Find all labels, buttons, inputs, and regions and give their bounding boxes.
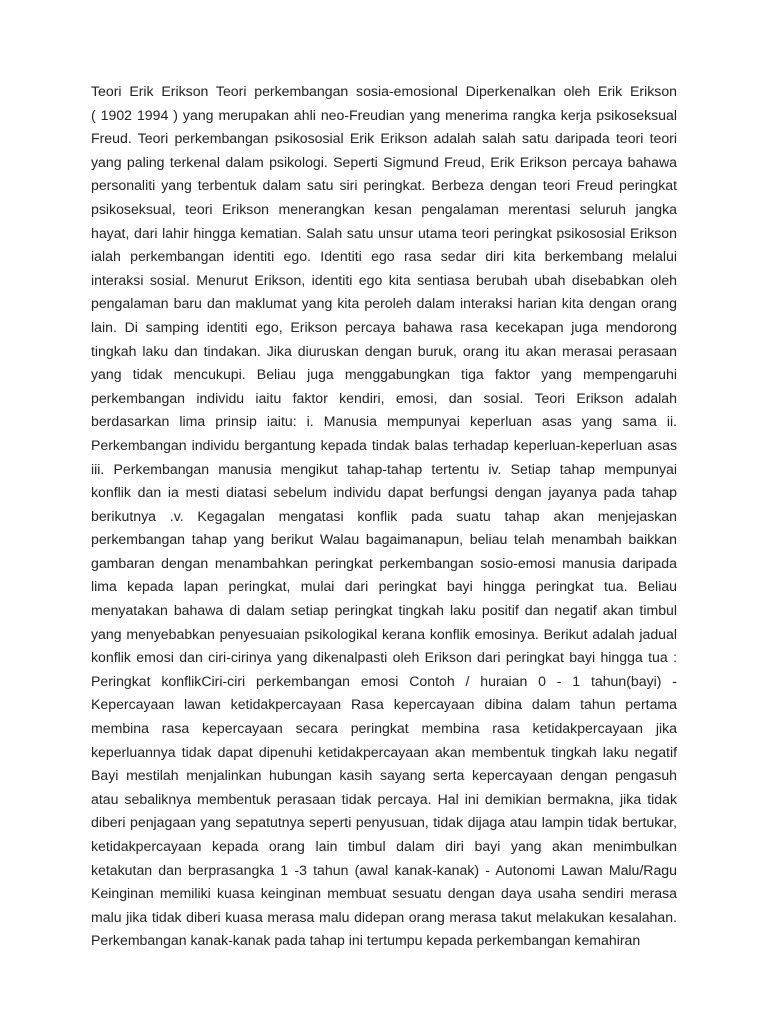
text-line: berdasarkan lima prinsip iaitu: i. Manusia mempunyai keperluan asas yang sama ii. (91, 413, 677, 430)
text-line: ketidakpercayaan kepada orang lain timbul dalam diri bayi yang akan menimbulkan (91, 838, 677, 854)
text-line: yang paling terkenal dalam psikologi. Seperti Sigmund Freud, Erik Erikson percaya bahawa (91, 153, 677, 170)
text-line: lima kepada lapan peringkat, mulai dari peringkat bayi hingga peringkat tua. Beliau (91, 578, 677, 595)
text-line: Kepercayaan lawan ketidakpercayaan Rasa kepercayaan dibina dalam tahun pertama (91, 696, 677, 713)
text-line: Peringkat konflikCiri-ciri perkembangan emosi Contoh / huraian 0 - 1 tahun(bayi) - (91, 672, 677, 689)
text-line: Perkembangan individu bergantung kepada tindak balas terhadap keperluan-keperluan asas (91, 436, 677, 453)
text-line: iii. Perkembangan manusia mengikut tahap-tahap tertentu iv. Setiap tahap mempunyai (91, 460, 677, 477)
text-line: yang tidak mencukupi. Beliau juga menggabungkan tiga faktor yang mempengaruhi (91, 366, 677, 383)
text-line: atau sebaliknya membentuk perasaan tidak percaya. Hal ini demikian bermakna, jika tidak (91, 790, 677, 807)
text-line: psikoseksual, teori Erikson menerangkan kesan pengalaman merentasi seluruh jangka (91, 200, 677, 217)
text-line: perkembangan tahap yang berikut Walau bagaimanapun, beliau telah menambah baikkan (91, 531, 677, 548)
body-paragraph (91, 80, 677, 953)
text-line: membina rasa kepercayaan secara peringkat membina rasa ketidakpercayaan jika (91, 720, 677, 737)
text-line: Freud. Teori perkembangan psikososial Erik Erikson adalah salah satu daripada teori teori (91, 130, 677, 147)
text-line: interaksi sosial. Menurut Erikson, identiti ego kita sentiasa berubah ubah disebabkan oleh (91, 271, 677, 288)
text-line: Bayi mestilah menjalinkan hubungan kasih sayang serta kepercayaan dengan pengasuh (91, 767, 677, 784)
text-line: tingkah laku dan tindakan. Jika diuruskan dengan buruk, orang itu akan merasai perasaan (91, 342, 677, 359)
text-line: keperluannya tidak dapat dipenuhi ketidakpercayaan akan membentuk tingkah laku negatif (91, 743, 677, 760)
text-line: perkembangan individu iaitu faktor kendiri, emosi, dan sosial. Teori Erikson adalah (91, 389, 677, 406)
text-line: Teori Erik Erikson Teori perkembangan sosia-emosional Diperkenalkan oleh Erik Erikson (91, 83, 677, 99)
text-line: konflik dan ia mesti diatasi sebelum individu dapat berfungsi dengan jayanya pada tahap (91, 484, 677, 501)
text-line: ialah perkembangan identiti ego. Identiti ego rasa sedar diri kita berkembang melalui (91, 248, 677, 265)
text-line: ( 1902 1994 ) yang merupakan ahli neo-Freudian yang menerima rangka kerja psikoseksual (91, 106, 677, 123)
text-line: menyatakan bahawa di dalam setiap peringkat tingkah laku positif dan negatif akan timbul (91, 602, 677, 619)
text-line: yang menyebabkan penyesuaian psikologikal kerana konflik emosinya. Berikut adalah jadual (91, 625, 677, 642)
text-line: diberi penjagaan yang sepatutnya seperti penyusuan, tidak dijaga atau lampin tidak bertukar, (91, 814, 677, 831)
text-line: personaliti yang terbentuk dalam satu siri peringkat. Berbeza dengan teori Freud peringkat (91, 177, 677, 194)
text-line: pengalaman baru dan maklumat yang kita peroleh dalam interaksi harian kita dengan orang (91, 295, 677, 312)
text-line: malu jika tidak diberi kuasa merasa malu didepan orang merasa takut melakukan kesalahan. (91, 908, 677, 925)
text-line: lain. Di samping identiti ego, Erikson percaya bahawa rasa kecekapan juga mendorong (91, 318, 677, 335)
text-line: Keinginan memiliki kuasa keinginan membuat sesuatu dengan daya usaha sendiri merasa (91, 885, 677, 902)
text-line: hayat, dari lahir hingga kematian. Salah satu unsur utama teori peringkat psikososial Erikson (91, 224, 677, 241)
text-line: konflik emosi dan ciri-cirinya yang dikenalpasti oleh Erikson dari peringkat bayi hingga tua : (91, 649, 677, 666)
text-line: berikutnya .v. Kegagalan mengatasi konflik pada suatu tahap akan menjejaskan (91, 507, 677, 524)
text-line: ketakutan dan berprasangka 1 -3 tahun (awal kanak-kanak) - Autonomi Lawan Malu/Ragu (91, 861, 677, 878)
text-line: Perkembangan kanak-kanak pada tahap ini tertumpu kepada perkembangan kemahiran (91, 932, 641, 949)
text-line: gambaran dengan menambahkan peringkat perkembangan sosio-emosi manusia daripada (91, 554, 677, 571)
